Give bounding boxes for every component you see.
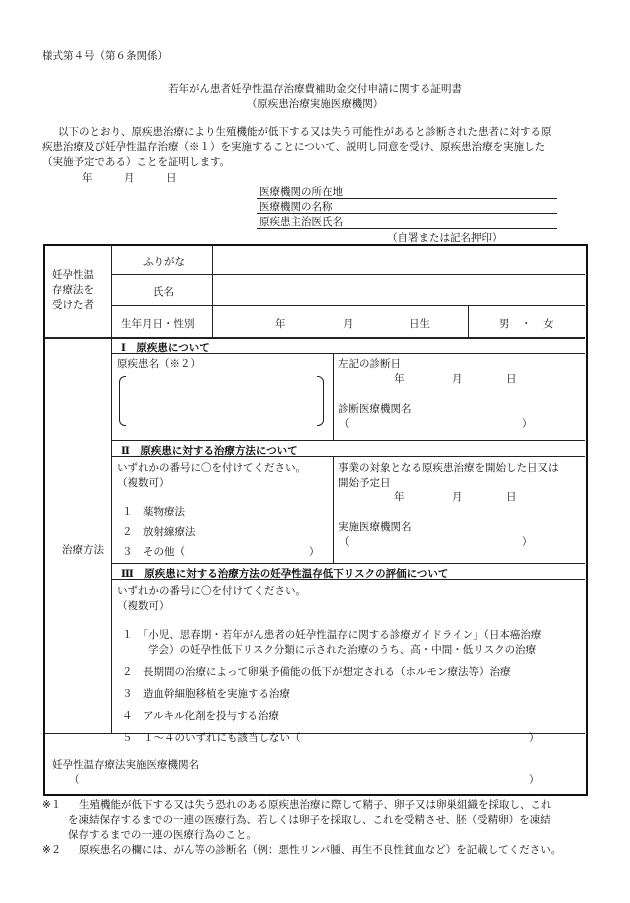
option-other-close-paren: ） bbox=[309, 546, 320, 558]
form-subtitle: （原疾患治療実施医療機関） bbox=[246, 98, 384, 110]
option-other[interactable]: ３ その他（ bbox=[122, 546, 185, 558]
fertility-institution-label: 妊孕性温存療法実施医療機関名 bbox=[52, 759, 199, 771]
dob-day[interactable]: 日生 bbox=[409, 318, 430, 330]
name-label: 氏名 bbox=[153, 286, 174, 298]
sex-separator: ・ bbox=[521, 318, 532, 330]
sex-male[interactable]: 男 bbox=[499, 318, 510, 330]
note2-mark: ※２ bbox=[42, 844, 62, 856]
diagnosis-institution-label: 診断医療機関名 bbox=[338, 403, 412, 415]
date-year: 年 bbox=[82, 172, 93, 184]
doctor-name-line[interactable] bbox=[257, 228, 557, 229]
diagnosis-institution-open-paren: （ bbox=[339, 418, 350, 430]
row-line-name bbox=[111, 305, 585, 306]
treatment-institution-close-paren: ） bbox=[522, 536, 533, 548]
section1-divider bbox=[333, 354, 334, 440]
sex-divider bbox=[468, 305, 469, 337]
patient-field-divider bbox=[212, 245, 213, 337]
risk-item-1-line-2: 学会）の妊孕性低下リスク分類に示された治療のうち、高・中間・低リスクの治療 bbox=[148, 644, 537, 656]
risk-item-2[interactable]: ２ 長期間の治療によって卵巣予備能の低下が想定される（ホルモン療法等）治療 bbox=[122, 666, 511, 678]
institution-location-label: 医療機関の所在地 bbox=[259, 186, 343, 198]
dob-month[interactable]: 月 bbox=[343, 318, 354, 330]
row-line-sec1-end bbox=[111, 440, 585, 441]
diagnosis-institution-close-paren: ） bbox=[522, 418, 533, 430]
section3-multi-note: （複数可） bbox=[117, 600, 170, 612]
dob-year[interactable]: 年 bbox=[275, 318, 286, 330]
row-line-sec2-end bbox=[111, 563, 585, 564]
patient-group-label-1: 妊孕性温 bbox=[52, 269, 94, 281]
form-number: 様式第４号（第６条関係） bbox=[42, 50, 168, 62]
note1-line-1: 生殖機能が低下する又は失う恐れのある原疾患治療に際して精子、卵子又は卵巣組織を採取し、これ bbox=[79, 799, 552, 811]
risk-item-3[interactable]: ３ 造血幹細胞移植を実施する治療 bbox=[122, 688, 290, 700]
institution-name-label: 医療機関の名称 bbox=[259, 201, 333, 213]
treatment-institution-field[interactable] bbox=[352, 532, 518, 548]
date-day: 日 bbox=[166, 172, 177, 184]
sex-female[interactable]: 女 bbox=[543, 318, 554, 330]
note1-line-2: を凍結保存するまでの一連の医療行為、若しくは卵子を採取し、これを受精させ、胚（受精卵）を凍結 bbox=[68, 814, 551, 826]
patient-group-label-3: 受けた者 bbox=[52, 299, 94, 311]
patient-group-label-2: 存療法を bbox=[52, 284, 94, 296]
risk-item-5[interactable]: ５ １～４のいずれにも該当しない（ bbox=[122, 732, 301, 744]
date-month: 月 bbox=[124, 172, 135, 184]
risk-item-1-line-1[interactable]: １ 「小児、思春期・若年がん患者の妊孕性温存に関する診療ガイドライン」（日本癌治療 bbox=[122, 629, 542, 641]
section3-heading: Ⅲ 原疾患に対する治療方法の妊孕性温存低下リスクの評価について bbox=[121, 568, 449, 580]
diagnosis-year[interactable]: 年 bbox=[394, 373, 405, 385]
furigana-field[interactable] bbox=[214, 246, 582, 273]
intro-line-3: （実施予定である）ことを証明します。 bbox=[42, 156, 231, 168]
treatment-method-label: 治療方法 bbox=[62, 544, 104, 556]
treatment-institution-open-paren: （ bbox=[339, 536, 350, 548]
section3-instruction: いずれかの番号に〇を付けてください。 bbox=[117, 585, 306, 597]
fertility-institution-close-paren: ） bbox=[529, 774, 540, 786]
diagnosis-date-label: 左記の診断日 bbox=[338, 358, 401, 370]
risk-item-5-close-paren: ） bbox=[529, 732, 540, 744]
diagnosis-month[interactable]: 月 bbox=[452, 373, 463, 385]
intro-line-1: 以下のとおり、原疾患治療により生殖機能が低下する又は失う可能性があると診断された患者に対する原 bbox=[58, 126, 552, 138]
note1-mark: ※１ bbox=[42, 799, 62, 811]
note2-text: 原疾患名の欄には、がん等の診断名（例：悪性リンパ腫、再生不良性貧血など）を記載してください。 bbox=[79, 844, 562, 856]
option-radiation-therapy[interactable]: ２ 放射線療法 bbox=[122, 526, 196, 538]
signature-note: （自署または記名押印） bbox=[387, 232, 503, 244]
treatment-institution-label: 実施医療機関名 bbox=[338, 521, 412, 533]
doctor-name-label: 原疾患主治医氏名 bbox=[259, 216, 343, 228]
intro-line-2: 疾患治療及び妊孕性温存治療（※１）を実施することについて、説明し同意を受け、原疾患治療を実施した bbox=[42, 141, 546, 153]
patient-group-label bbox=[52, 268, 94, 313]
dob-sex-label: 生年月日・性別 bbox=[121, 318, 195, 330]
fertility-institution-open-paren: （ bbox=[69, 774, 80, 786]
start-day[interactable]: 日 bbox=[506, 491, 517, 503]
treatment-start-label-2: 開始予定日 bbox=[338, 477, 391, 489]
form-title: 若年がん患者妊孕性温存治療費補助金交付申請に関する証明書 bbox=[168, 83, 462, 95]
diagnosis-day[interactable]: 日 bbox=[506, 373, 517, 385]
start-year[interactable]: 年 bbox=[394, 491, 405, 503]
name-field[interactable] bbox=[214, 276, 582, 304]
note1-line-3: 保存するまでの一連の医療行為のこと。 bbox=[68, 829, 257, 841]
option-drug-therapy[interactable]: １ 薬物療法 bbox=[122, 506, 185, 518]
disease-name-field[interactable] bbox=[128, 378, 316, 424]
risk-item-4[interactable]: ４ アルキル化剤を投与する治療 bbox=[122, 710, 279, 722]
diagnosis-institution-field[interactable] bbox=[352, 414, 518, 430]
row-line-patient-end bbox=[44, 337, 585, 339]
section2-divider bbox=[333, 457, 334, 563]
section1-heading: Ⅰ 原疾患について bbox=[121, 342, 210, 354]
furigana-label: ふりがな bbox=[143, 256, 185, 268]
treatment-start-label-1: 事業の対象となる原疾患治療を開始した日又は bbox=[338, 462, 559, 474]
disease-name-label: 原疾患名（※２） bbox=[117, 358, 201, 370]
section2-multi-note: （複数可） bbox=[117, 477, 170, 489]
section2-instruction: いずれかの番号に〇を付けてください。 bbox=[117, 462, 306, 474]
start-month[interactable]: 月 bbox=[452, 491, 463, 503]
row-line-furigana bbox=[111, 274, 585, 275]
label-column-divider bbox=[111, 245, 112, 733]
fertility-institution-field[interactable] bbox=[82, 770, 526, 786]
disease-name-right-bracket bbox=[317, 376, 324, 426]
section2-heading: Ⅱ 原疾患に対する治療方法について bbox=[121, 445, 298, 457]
disease-name-left-bracket bbox=[119, 376, 126, 426]
